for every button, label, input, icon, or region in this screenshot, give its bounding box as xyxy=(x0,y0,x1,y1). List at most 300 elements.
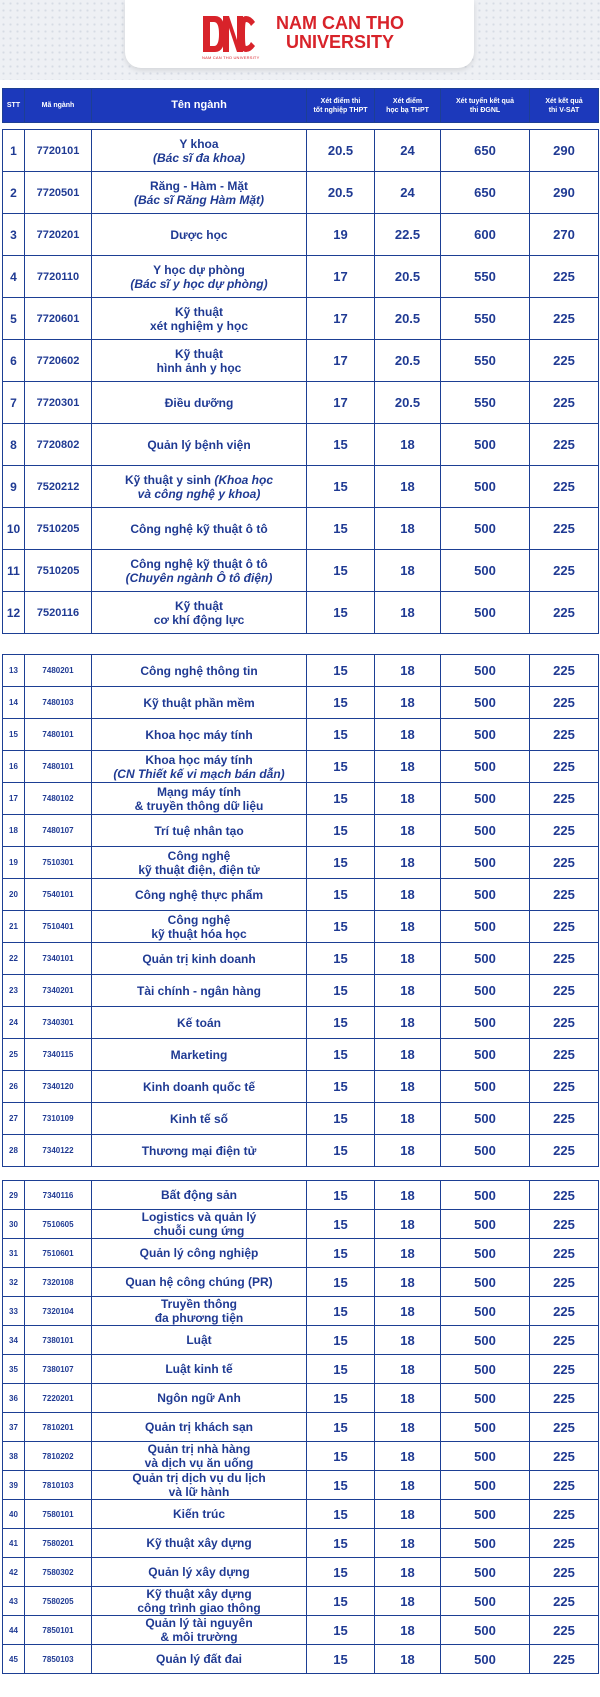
row-stt: 7 xyxy=(3,382,25,424)
row-major-note: (Khoa học xyxy=(214,472,274,487)
row-major-title: xét nghiệm y học xyxy=(149,318,249,333)
table-row xyxy=(3,340,599,382)
table-row xyxy=(3,847,599,879)
row-stt: 29 xyxy=(3,1181,25,1210)
row-score-hocba: 20.5 xyxy=(375,382,441,424)
row-score-hocba: 18 xyxy=(375,508,441,550)
row-code: 7510601 xyxy=(25,1239,92,1268)
row-stt: 21 xyxy=(3,911,25,943)
row-code: 7580201 xyxy=(25,1529,92,1558)
row-major-title: Y học dự phòng xyxy=(153,262,245,277)
row-major-name xyxy=(92,1442,307,1471)
row-score-thpt: 15 xyxy=(307,1007,375,1039)
row-major-name xyxy=(92,1587,307,1616)
row-major-name xyxy=(92,1071,307,1103)
row-score-hocba: 20.5 xyxy=(375,256,441,298)
row-score-thpt: 15 xyxy=(307,1500,375,1529)
row-stt: 6 xyxy=(3,340,25,382)
col-hocba: Xét điểm học bạ THPT xyxy=(375,89,441,123)
row-score-vsat: 225 xyxy=(530,1297,599,1326)
table-row xyxy=(3,815,599,847)
row-stt: 4 xyxy=(3,256,25,298)
row-score-dgnl: 500 xyxy=(441,1135,530,1167)
table-row xyxy=(3,911,599,943)
col-stt: STT xyxy=(3,89,25,123)
row-score-hocba: 18 xyxy=(375,1135,441,1167)
row-score-vsat: 225 xyxy=(530,382,599,424)
table-row xyxy=(3,424,599,466)
row-score-dgnl: 500 xyxy=(441,1645,530,1674)
row-major-title: cơ khí động lực xyxy=(153,612,245,627)
row-major-name xyxy=(92,592,307,634)
row-major-title: Kỹ thuật phần mềm xyxy=(143,695,255,710)
row-score-dgnl: 500 xyxy=(441,1471,530,1500)
row-score-vsat: 225 xyxy=(530,1500,599,1529)
row-major-title: Công nghệ kỹ thuật ô tô xyxy=(130,521,268,536)
row-score-dgnl: 550 xyxy=(441,298,530,340)
table-row xyxy=(3,943,599,975)
row-score-thpt: 19 xyxy=(307,214,375,256)
row-major-title: Bất động sản xyxy=(160,1188,237,1202)
row-major-title: Kinh tế số xyxy=(169,1111,228,1126)
row-stt: 22 xyxy=(3,943,25,975)
row-score-hocba: 18 xyxy=(375,879,441,911)
row-score-vsat: 225 xyxy=(530,424,599,466)
table-group-3 xyxy=(2,1180,599,1674)
row-major-title: & truyền thông dữ liệu xyxy=(134,798,264,813)
row-major-name xyxy=(92,815,307,847)
row-major-title: Trí tuệ nhân tạo xyxy=(154,823,244,838)
row-major-name xyxy=(92,340,307,382)
row-score-thpt: 15 xyxy=(307,1442,375,1471)
row-stt: 13 xyxy=(3,655,25,687)
row-code: 7480103 xyxy=(25,687,92,719)
row-stt: 18 xyxy=(3,815,25,847)
row-score-hocba: 18 xyxy=(375,424,441,466)
brand-name xyxy=(265,14,415,52)
row-score-thpt: 15 xyxy=(307,655,375,687)
row-score-thpt: 15 xyxy=(307,1039,375,1071)
row-score-dgnl: 500 xyxy=(441,975,530,1007)
row-stt: 17 xyxy=(3,783,25,815)
table-row xyxy=(3,256,599,298)
row-score-hocba: 24 xyxy=(375,172,441,214)
row-stt: 31 xyxy=(3,1239,25,1268)
row-stt: 1 xyxy=(3,130,25,172)
row-major-name xyxy=(92,1007,307,1039)
row-score-hocba: 18 xyxy=(375,1297,441,1326)
row-score-dgnl: 500 xyxy=(441,1413,530,1442)
row-score-dgnl: 500 xyxy=(441,815,530,847)
row-code: 7720501 xyxy=(25,172,92,214)
row-major-name xyxy=(92,172,307,214)
row-score-thpt: 15 xyxy=(307,879,375,911)
row-major-title: chuỗi cung ứng xyxy=(153,1224,245,1238)
row-score-vsat: 225 xyxy=(530,1471,599,1500)
row-score-vsat: 225 xyxy=(530,1239,599,1268)
row-score-dgnl: 500 xyxy=(441,1007,530,1039)
row-code: 7480102 xyxy=(25,783,92,815)
row-score-hocba: 18 xyxy=(375,1384,441,1413)
row-code: 7520116 xyxy=(25,592,92,634)
row-major-title: Kế toán xyxy=(176,1015,221,1030)
table-row xyxy=(3,879,599,911)
row-code: 7220201 xyxy=(25,1384,92,1413)
table-row xyxy=(3,783,599,815)
row-score-hocba: 18 xyxy=(375,1616,441,1645)
row-major-name xyxy=(92,424,307,466)
row-stt: 12 xyxy=(3,592,25,634)
row-major-name xyxy=(92,550,307,592)
row-code: 7510605 xyxy=(25,1210,92,1239)
row-major-title: Quản trị kinh doanh xyxy=(142,951,256,966)
row-major-title: Kinh doanh quốc tế xyxy=(143,1079,255,1094)
row-major-name xyxy=(92,1471,307,1500)
row-score-vsat: 225 xyxy=(530,1135,599,1167)
row-score-dgnl: 500 xyxy=(441,592,530,634)
row-score-vsat: 225 xyxy=(530,1558,599,1587)
col-thpt: Xét điểm thi tốt nghiệp THPT xyxy=(307,89,375,123)
row-score-vsat: 270 xyxy=(530,214,599,256)
row-score-dgnl: 500 xyxy=(441,911,530,943)
row-score-dgnl: 500 xyxy=(441,1529,530,1558)
row-major-title: Kỹ thuật xây dựng xyxy=(146,1536,252,1550)
row-code: 7480107 xyxy=(25,815,92,847)
row-major-title: và lữ hành xyxy=(168,1485,230,1499)
row-score-thpt: 15 xyxy=(307,911,375,943)
row-code: 7720602 xyxy=(25,340,92,382)
row-score-thpt: 15 xyxy=(307,1239,375,1268)
row-major-title: Mạng máy tính xyxy=(156,784,241,799)
row-major-title: Quản trị khách sạn xyxy=(144,1420,254,1434)
table-row xyxy=(3,1616,599,1645)
row-score-hocba: 18 xyxy=(375,1471,441,1500)
row-score-vsat: 225 xyxy=(530,847,599,879)
row-stt: 23 xyxy=(3,975,25,1007)
brand-line-1: NAM CAN THO xyxy=(276,13,404,33)
row-code: 7340101 xyxy=(25,943,92,975)
row-score-vsat: 225 xyxy=(530,508,599,550)
row-major-name xyxy=(92,1413,307,1442)
table-row xyxy=(3,214,599,256)
row-major-name xyxy=(92,214,307,256)
row-score-vsat: 225 xyxy=(530,943,599,975)
row-score-vsat: 225 xyxy=(530,1181,599,1210)
row-major-title: Quản lý đất đai xyxy=(155,1652,242,1666)
row-score-vsat: 225 xyxy=(530,1587,599,1616)
table-row xyxy=(3,1039,599,1071)
row-score-vsat: 225 xyxy=(530,1529,599,1558)
row-score-dgnl: 500 xyxy=(441,466,530,508)
row-score-hocba: 18 xyxy=(375,655,441,687)
row-score-hocba: 18 xyxy=(375,550,441,592)
row-score-vsat: 225 xyxy=(530,719,599,751)
row-major-title: Dược học xyxy=(170,227,228,242)
row-major-title: Marketing xyxy=(170,1047,228,1062)
row-score-hocba: 18 xyxy=(375,1039,441,1071)
row-major-name xyxy=(92,1616,307,1645)
row-major-name xyxy=(92,719,307,751)
row-major-note: (Bác sĩ y học dự phòng) xyxy=(130,276,268,291)
row-major-name xyxy=(92,1181,307,1210)
row-major-name xyxy=(92,847,307,879)
row-score-hocba: 20.5 xyxy=(375,298,441,340)
row-code: 7480101 xyxy=(25,719,92,751)
row-major-title: Kỹ thuật xây dựng xyxy=(146,1587,252,1601)
row-score-hocba: 18 xyxy=(375,1103,441,1135)
row-score-dgnl: 550 xyxy=(441,382,530,424)
row-score-thpt: 17 xyxy=(307,256,375,298)
row-major-title: Truyền thông xyxy=(161,1297,237,1311)
row-score-thpt: 15 xyxy=(307,943,375,975)
logo-subtext: NAM CAN THO UNIVERSITY xyxy=(202,55,260,60)
row-stt: 14 xyxy=(3,687,25,719)
row-score-vsat: 225 xyxy=(530,687,599,719)
row-code: 7510401 xyxy=(25,911,92,943)
row-major-title: và dịch vụ ăn uống xyxy=(144,1456,254,1470)
row-score-vsat: 225 xyxy=(530,1355,599,1384)
table-row xyxy=(3,382,599,424)
row-major-title: Quản trị nhà hàng xyxy=(147,1442,251,1456)
table-header xyxy=(2,88,599,123)
row-major-title: Logistics và quản lý xyxy=(141,1210,257,1224)
logo-card xyxy=(125,0,474,68)
row-stt: 37 xyxy=(3,1413,25,1442)
row-major-title: Quan hệ công chúng (PR) xyxy=(125,1275,273,1289)
row-code: 7510301 xyxy=(25,847,92,879)
row-major-title: Y khoa xyxy=(179,136,219,151)
row-score-vsat: 225 xyxy=(530,256,599,298)
row-major-name xyxy=(92,655,307,687)
row-stt: 30 xyxy=(3,1210,25,1239)
row-major-title: Luật xyxy=(186,1333,212,1347)
row-score-dgnl: 500 xyxy=(441,1442,530,1471)
row-score-dgnl: 500 xyxy=(441,1268,530,1297)
table-row xyxy=(3,1326,599,1355)
row-major-title: Kỹ thuật xyxy=(175,304,223,319)
row-code: 7850103 xyxy=(25,1645,92,1674)
row-major-title: đa phương tiện xyxy=(154,1311,244,1325)
row-score-hocba: 18 xyxy=(375,1007,441,1039)
table-row xyxy=(3,1007,599,1039)
row-score-hocba: 18 xyxy=(375,1442,441,1471)
row-score-thpt: 20.5 xyxy=(307,172,375,214)
row-stt: 5 xyxy=(3,298,25,340)
row-score-vsat: 225 xyxy=(530,1039,599,1071)
row-score-thpt: 15 xyxy=(307,815,375,847)
row-major-note: và công nghệ y khoa) xyxy=(137,486,261,501)
row-major-note: (CN Thiết kế vi mạch bán dẫn) xyxy=(113,766,285,781)
row-code: 7310109 xyxy=(25,1103,92,1135)
row-major-title: kỹ thuật điện, điện tử xyxy=(138,862,260,877)
table-row xyxy=(3,1355,599,1384)
row-major-title: & môi trường xyxy=(160,1630,238,1644)
row-major-title: Điều dưỡng xyxy=(164,395,234,410)
row-major-name xyxy=(92,751,307,783)
row-stt: 38 xyxy=(3,1442,25,1471)
row-score-thpt: 15 xyxy=(307,466,375,508)
row-score-thpt: 15 xyxy=(307,1471,375,1500)
row-score-hocba: 18 xyxy=(375,1558,441,1587)
row-major-name xyxy=(92,975,307,1007)
row-major-title: Công nghệ xyxy=(167,912,231,927)
row-major-name xyxy=(92,1500,307,1529)
row-score-thpt: 15 xyxy=(307,783,375,815)
row-score-dgnl: 500 xyxy=(441,655,530,687)
row-major-title: Khoa học máy tính xyxy=(145,727,253,742)
row-major-name xyxy=(92,1326,307,1355)
row-code: 7540101 xyxy=(25,879,92,911)
row-score-hocba: 22.5 xyxy=(375,214,441,256)
row-major-name xyxy=(92,1239,307,1268)
row-score-dgnl: 500 xyxy=(441,1039,530,1071)
row-score-hocba: 18 xyxy=(375,1326,441,1355)
row-score-dgnl: 500 xyxy=(441,847,530,879)
row-major-note: (Bác sĩ đa khoa) xyxy=(152,150,246,165)
row-stt: 32 xyxy=(3,1268,25,1297)
row-score-vsat: 225 xyxy=(530,911,599,943)
row-code: 7320104 xyxy=(25,1297,92,1326)
row-stt: 26 xyxy=(3,1071,25,1103)
row-score-hocba: 18 xyxy=(375,783,441,815)
row-score-dgnl: 500 xyxy=(441,719,530,751)
row-score-vsat: 225 xyxy=(530,1616,599,1645)
row-major-note: (Chuyên ngành Ô tô điện) xyxy=(125,570,273,585)
row-score-hocba: 18 xyxy=(375,975,441,1007)
row-code: 7720101 xyxy=(25,130,92,172)
row-score-dgnl: 650 xyxy=(441,130,530,172)
row-major-name xyxy=(92,1103,307,1135)
row-score-dgnl: 500 xyxy=(441,550,530,592)
row-score-thpt: 15 xyxy=(307,847,375,879)
row-score-hocba: 20.5 xyxy=(375,340,441,382)
row-score-dgnl: 500 xyxy=(441,879,530,911)
row-major-name xyxy=(92,943,307,975)
row-score-thpt: 17 xyxy=(307,298,375,340)
row-score-hocba: 18 xyxy=(375,1587,441,1616)
row-code: 7480101 xyxy=(25,751,92,783)
row-stt: 3 xyxy=(3,214,25,256)
row-score-hocba: 18 xyxy=(375,719,441,751)
row-stt: 39 xyxy=(3,1471,25,1500)
row-score-hocba: 24 xyxy=(375,130,441,172)
row-major-title: Quản lý bệnh viện xyxy=(147,437,251,452)
row-major-title: Răng - Hàm - Mặt xyxy=(149,178,248,193)
row-score-dgnl: 650 xyxy=(441,172,530,214)
row-stt: 35 xyxy=(3,1355,25,1384)
row-score-hocba: 18 xyxy=(375,1239,441,1268)
row-major-title: Công nghệ thông tin xyxy=(140,663,258,678)
row-score-vsat: 225 xyxy=(530,340,599,382)
row-score-hocba: 18 xyxy=(375,592,441,634)
row-stt: 43 xyxy=(3,1587,25,1616)
row-major-name xyxy=(92,1135,307,1167)
row-score-dgnl: 500 xyxy=(441,751,530,783)
row-score-vsat: 290 xyxy=(530,130,599,172)
table-row xyxy=(3,550,599,592)
row-score-hocba: 18 xyxy=(375,1500,441,1529)
table-row xyxy=(3,1529,599,1558)
row-stt: 10 xyxy=(3,508,25,550)
table-row xyxy=(3,1384,599,1413)
table-row xyxy=(3,1558,599,1587)
row-score-thpt: 15 xyxy=(307,1384,375,1413)
row-code: 7380107 xyxy=(25,1355,92,1384)
row-score-dgnl: 500 xyxy=(441,943,530,975)
row-score-hocba: 18 xyxy=(375,1413,441,1442)
row-major-name xyxy=(92,256,307,298)
row-score-thpt: 15 xyxy=(307,687,375,719)
row-major-title: Luật kinh tế xyxy=(165,1362,233,1376)
table-row xyxy=(3,298,599,340)
col-name: Tên ngành xyxy=(92,89,307,123)
row-score-thpt: 15 xyxy=(307,1210,375,1239)
row-code: 7580101 xyxy=(25,1500,92,1529)
row-major-name xyxy=(92,687,307,719)
row-major-title: Kỹ thuật y sinh xyxy=(124,472,211,487)
row-score-vsat: 225 xyxy=(530,1007,599,1039)
row-major-title: Quản lý tài nguyên xyxy=(145,1616,253,1630)
row-major-title: Khoa học máy tính xyxy=(145,752,253,767)
row-major-title: Công nghệ kỹ thuật ô tô xyxy=(130,556,268,571)
row-code: 7340201 xyxy=(25,975,92,1007)
row-score-thpt: 15 xyxy=(307,550,375,592)
row-stt: 11 xyxy=(3,550,25,592)
row-major-title: Công nghệ xyxy=(167,848,231,863)
row-score-thpt: 15 xyxy=(307,719,375,751)
table-row xyxy=(3,592,599,634)
row-score-dgnl: 500 xyxy=(441,1558,530,1587)
row-stt: 28 xyxy=(3,1135,25,1167)
row-score-vsat: 225 xyxy=(530,1103,599,1135)
col-vsat: Xét kết quả thi V-SAT xyxy=(530,89,599,123)
row-score-vsat: 225 xyxy=(530,1645,599,1674)
row-major-name xyxy=(92,508,307,550)
table-row xyxy=(3,1071,599,1103)
row-score-dgnl: 500 xyxy=(441,508,530,550)
row-code: 7720601 xyxy=(25,298,92,340)
row-major-name xyxy=(92,1558,307,1587)
row-score-hocba: 18 xyxy=(375,911,441,943)
table-row xyxy=(3,1500,599,1529)
row-score-dgnl: 500 xyxy=(441,1384,530,1413)
row-code: 7320108 xyxy=(25,1268,92,1297)
row-score-dgnl: 500 xyxy=(441,424,530,466)
row-score-thpt: 15 xyxy=(307,1297,375,1326)
table-row xyxy=(3,975,599,1007)
row-stt: 9 xyxy=(3,466,25,508)
row-code: 7480201 xyxy=(25,655,92,687)
row-major-title: Ngôn ngữ Anh xyxy=(157,1391,241,1405)
row-score-hocba: 18 xyxy=(375,466,441,508)
row-stt: 34 xyxy=(3,1326,25,1355)
row-score-dgnl: 550 xyxy=(441,256,530,298)
row-score-dgnl: 500 xyxy=(441,687,530,719)
row-code: 7720201 xyxy=(25,214,92,256)
table-row xyxy=(3,130,599,172)
row-major-title: Kỹ thuật xyxy=(175,598,223,613)
page-header xyxy=(0,0,600,80)
row-code: 7720802 xyxy=(25,424,92,466)
row-code: 7520212 xyxy=(25,466,92,508)
row-major-name xyxy=(92,1039,307,1071)
row-score-thpt: 15 xyxy=(307,1071,375,1103)
row-code: 7810201 xyxy=(25,1413,92,1442)
table-row xyxy=(3,1645,599,1674)
table-row xyxy=(3,1297,599,1326)
row-code: 7340120 xyxy=(25,1071,92,1103)
row-score-hocba: 18 xyxy=(375,1181,441,1210)
